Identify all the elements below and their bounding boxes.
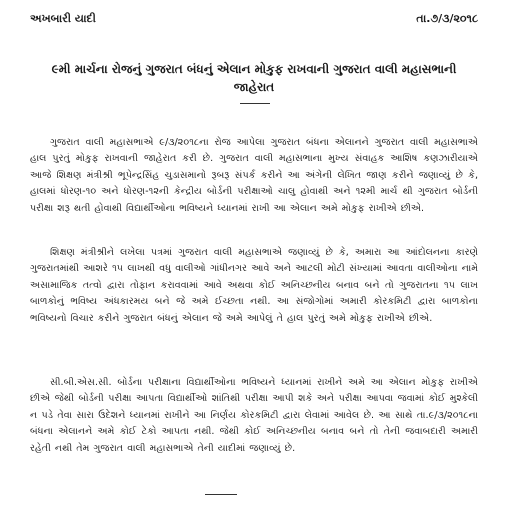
end-divider — [205, 494, 237, 495]
paragraph-2: શિક્ષણ મંત્રીશ્રીને લખેલા પત્રમાં ગુજરાત વાલી મહાસભાએ જણાવ્યું છે કે, અમારા આ આંદોલનના કારણે ગુજરાતમાંથી આશરે ૧૫ લાખથી વધુ વાલીઓ ગાંધીનગર આવે અને આટલી મોટી સંખ્યામાં આવતા વાલીઓના નામે અસામાજિક તત્વો દ્વારા તોફાન કરાવવામાં આવે અથવા કોઈ અનિચ્છનીય બનાવ બને તો ગુજરાતના ૧૫ લાખ બાળકોનું ભવિષ્ય અંધકારમય બને જે અમે ઈચ્છતા નથી. આ સંજોગોમાં અમારી કોરકમિટી દ્વારા બાળકોના ભવિષ્યનો વિચાર કરીને ગુજરાત બંધનું એલાન જે અમે આપેલું તે હાલ પુરતું અમે મોકુફ રાખીએ છીએ. — [30, 246, 478, 324]
header-row — [30, 12, 478, 30]
page-title: ૯મી માર્ચના રોજનું ગુજરાત બંધનું એલાન મોકુફ રાખવાની ગુજરાત વાલી મહાસભાની જાહેરાત — [51, 62, 457, 94]
date-label: તા.૭/૩/૨૦૧૮ — [416, 12, 478, 25]
paragraph-3: સી.બી.એસ.સી. બોર્ડના પરીક્ષાના વિદ્યાર્થીઓના ભવિષ્યને ધ્યાનમાં રાખીને અમે આ એલાન મોકુફ રાખીએ છીએ જેથી બોર્ડની પરીક્ષા આપતા વિદ્યાર્થીઓ શાંતિથી પરીક્ષા આપી શકે અને પરીક્ષા આપવા જવામાં કોઈ મુશ્કેલી ન પડે તેવા સારા ઉદેશને ધ્યાનમાં રાખીને આ નિર્ણય કોરકમિટી દ્વારા લેવામાં આવેલ છે. આ સાથે તા.૯/૩/૨૦૧૮ના બંધના એલાનને અમે કોઈ ટેકો આપતા નથી. જેથી કોઈ અનિચ્છનીય બનાવ બને તો તેની જવાબદારી અમારી રહેતી નથી તેમ ગુજરાત વાલી મહાસભાએ તેની યાદીમાં જણાવ્યું છે. — [30, 376, 478, 454]
title-divider — [240, 103, 270, 104]
press-release-label: અખબારી યાદી — [30, 12, 96, 25]
paragraph-1: ગુજરાત વાલી મહાસભાએ ૯/૩/૨૦૧૮ના રોજ આપેલા ગુજરાત બંધના એલાનને ગુજરાત વાલી મહાસભાએ હાલ પુરતું મોકુફ રાખવાની જાહેરાત કરી છે. ગુજરાત વાલી મહાસભાના મુખ્ય સંવાહક આશિષ કણઝારીયાએ આજે શિક્ષણ મંત્રીશ્રી ભૂપેન્દ્રસિંહ ચુડાસમાનો રૂબરૂ સંપર્ક કરીને આ અંગેની લેખિત જાણ કરીને જણાવ્યું છે કે, હાલમાં ધોરણ-૧૦ અને ધોરણ-૧૨ની કેન્દ્રીય બોર્ડની પરીક્ષાઓ ચાલુ હોવાથી અને ૧૨મી માર્ચ થી ગુજરાત બોર્ડની પરીક્ષા શરૂ થતી હોવાથી વિદ્યાર્થીઓના ભવિષ્યને ધ્યાનમાં રાખી આ એલાન અમે મોકુફ રાખીએ છીએ. — [30, 136, 478, 214]
